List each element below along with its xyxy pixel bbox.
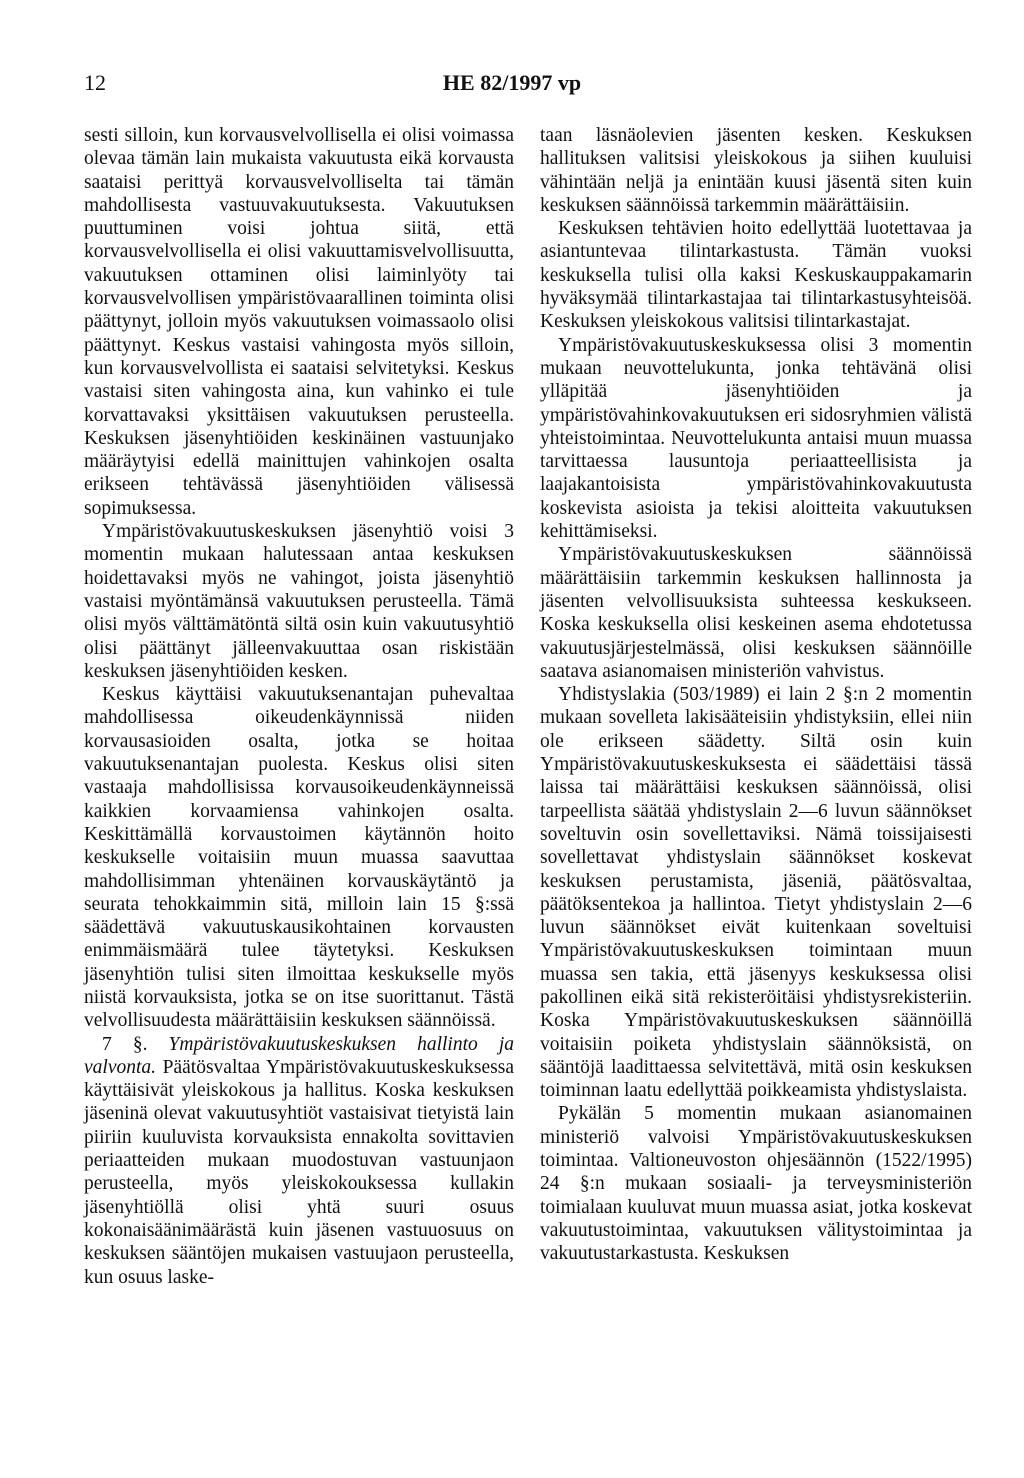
paragraph: Keskus käyttäisi vakuutuksenantajan puhevaltaa mahdollisessa oikeudenkäynnissä niiden korvausasioiden osalta, jotka se hoitaa vakuutuksenantajan puolesta. Keskus olisi siten vastaaja mahdollisissa korvausoikeudenkäynneissä kaikkien korvaamiensa vahinkojen osalta. Keskittämällä korvaustoimen käytännön hoito keskukselle voitaisiin muun muassa saavuttaa mahdollisimman yhtenäinen korvauskäytäntö ja seurata tehokkaimmin sitä, milloin lain 15 §:ssä säädettävä vakuutuskausikohtainen korvausten enimmäismäärä tulee täytetyksi. Keskuksen jäsenyhtiön tulisi siten ilmoittaa keskukselle myös niistä korvauksista, jotka se on itse suorittanut. Tästä velvollisuudesta määrättäisiin keskuksen säännöissä. xyxy=(84,684,514,1032)
paragraph: taan läsnäolevien jäsenten kesken. Keskuksen hallituksen valitsisi yleiskokous ja siihen kuuluisi vähintään neljä ja enintään kuusi jäsentä siten kuin keskuksen säännöissä tarkemmin määrättäisiin. xyxy=(540,125,972,216)
section-number: 7 §. xyxy=(102,1033,148,1055)
paragraph: Ympäristövakuutuskeskuksessa olisi 3 momentin mukaan neuvottelukunta, jonka tehtävänä olisi ylläpitää jäsenyhtiöiden ja ympäristövahinkovakuutuksen eri sidosryhmien välistä yhteistoimintaa. Neuvottelukunta antaisi muun muassa tarvittaessa lausuntoja periaatteellisista ja laajakantoisista ympäristövahinkovakuutusta koskevista asioista ja tekisi aloitteita vakuutuksen kehittämiseksi. xyxy=(540,334,972,543)
paragraph: Pykälän 5 momentin mukaan asianomainen ministeriö valvoisi Ympäristövakuutuskeskuksen toimintaa. Valtioneuvoston ohjesäännön (1522/1995) 24 §:n mukaan sosiaali- ja terveysministeriön toimialaan kuuluvat muun muassa asiat, jotka koskevat vakuutustoimintaa, vakuutuksen välitystoimintaa ja vakuutustarkastusta. Keskuksen xyxy=(540,1103,972,1265)
paragraph: Ympäristövakuutuskeskuksen jäsenyhtiö voisi 3 momentin mukaan halutessaan antaa keskuksen hoidettavaksi myös ne vahingot, joista jäsenyhtiö vastaisi myöntämänsä vakuutuksen perusteella. Tämä olisi myös välttämätöntä siltä osin kuin vakuutusyhtiö olisi päättänyt jälleenvakuuttaa osan riskistään keskuksen jäsenyhtiöiden kesken. xyxy=(84,521,514,682)
paragraph: Yhdistyslakia (503/1989) ei lain 2 §:n 2 momentin mukaan sovelleta lakisääteisiin yhdistyksiin, ellei niin ole erikseen säädetty. Siltä osin kuin Ympäristövakuutuskeskuksesta ei säädettäisi tässä laissa tai määrättäisi keskuksen säännöissä, olisi tarpeellista säätää yhdistyslain 2—6 luvun säännökset soveltuvin osin sovellettaviksi. Nämä toissijaisesti sovellettavat yhdistyslain säännökset koskevat keskuksen perustamista, jäseniä, päätösvaltaa, päätöksentekoa ja hallintoa. Tietyt yhdistyslain 2—6 luvun säännökset eivät kuitenkaan soveltuisi Ympäristövakuutuskeskuksen toimintaan muun muassa sen takia, että jäsenyys keskuksessa olisi pakollinen eikä sitä rekisteröitäisi yhdistysrekisteriin. Koska Ympäristövakuutuskeskuksen säännöillä voitaisiin poiketa yhdistyslain säännöksistä, on sääntöjä laadittaessa selvitettävä, mitä osin keskuksen toiminnan laatu edellyttää poikkeamista yhdistyslaista. xyxy=(540,684,972,1102)
right-column xyxy=(540,124,972,1266)
paragraph: Ympäristövakuutuskeskuksen säännöissä määrättäisiin tarkemmin keskuksen hallinnosta ja jäsenten velvollisuuksista suhteessa keskukseen. Koska keskuksella olisi keskeinen asema ehdotetussa vakuutusjärjestelmässä, olisi keskuksen säännöille saatava asianomaisen ministeriön vahvistus. xyxy=(540,544,972,682)
section-text: Päätösvaltaa Ympäristövakuutuskeskuksessa käyttäisivät yleiskokous ja hallitus. Koska keskuksen jäseninä olevat vakuutusyhtiöt vastaisivat tietyistä lain piiriin kuuluvista korvauksista ennakolta sovittavien periaatteiden mukaan muodostuvan vastuunjaon perusteella, myös yleiskokouksessa kullakin jäsenyhtiöllä olisi yhtä suuri osuus kokonaisäänimäärästä kuin jäsenen vastuuosuus on keskuksen sääntöjen mukaisen vastuujaon perusteella, kun osuus laske- xyxy=(84,1056,515,1288)
section-heading: Ympäristövakuutuskeskuksen hallinto ja valvonta. xyxy=(84,1033,514,1078)
paragraph: Keskuksen tehtävien hoito edellyttää luotettavaa ja asiantuntevaa tilintarkastusta. Tämän vuoksi keskuksella tulisi olla kaksi Keskuskauppakamarin hyväksymää tilintarkastajaa tai tilintarkastusyhteisöä. Keskuksen yleiskokous valitsisi tilintarkastajat. xyxy=(540,218,972,333)
running-head: HE 82/1997 vp xyxy=(442,70,582,95)
paragraph: sesti silloin, kun korvausvelvollisella ei olisi voimassa olevaa tämän lain mukaista vakuutusta eikä korvausta saataisi perittyä korvausvelvolliselta tai tämän mahdollisesta vastuuvakuutuksesta. Vakuutuksen puuttuminen voisi johtua siitä, että korvausvelvollisella ei olisi vakuuttamisvelvollisuutta, vakuutuksen ottaminen olisi laiminlyöty tai korvausvelvollisen ympäristövaarallinen toiminta olisi päättynyt, jolloin myös vakuutuksen voimassaolo olisi päättynyt. Keskus vastaisi vahingosta myös silloin, kun korvausvelvollista ei saataisi selvitetyksi. Keskus vastaisi siten vahingosta aina, kun vahinko ei tule korvattavaksi yksittäisen vakuutuksen perusteella. Keskuksen jäsenyhtiöiden keskinäinen vastuunjako määräytyisi edellä mainittujen vahinkojen osalta erikseen tehtävässä jäsenyhtiöiden välisessä sopimuksessa. xyxy=(84,125,514,519)
left-column xyxy=(84,124,514,1289)
page-number: 12 xyxy=(84,70,106,95)
section-paragraph xyxy=(84,1033,514,1289)
